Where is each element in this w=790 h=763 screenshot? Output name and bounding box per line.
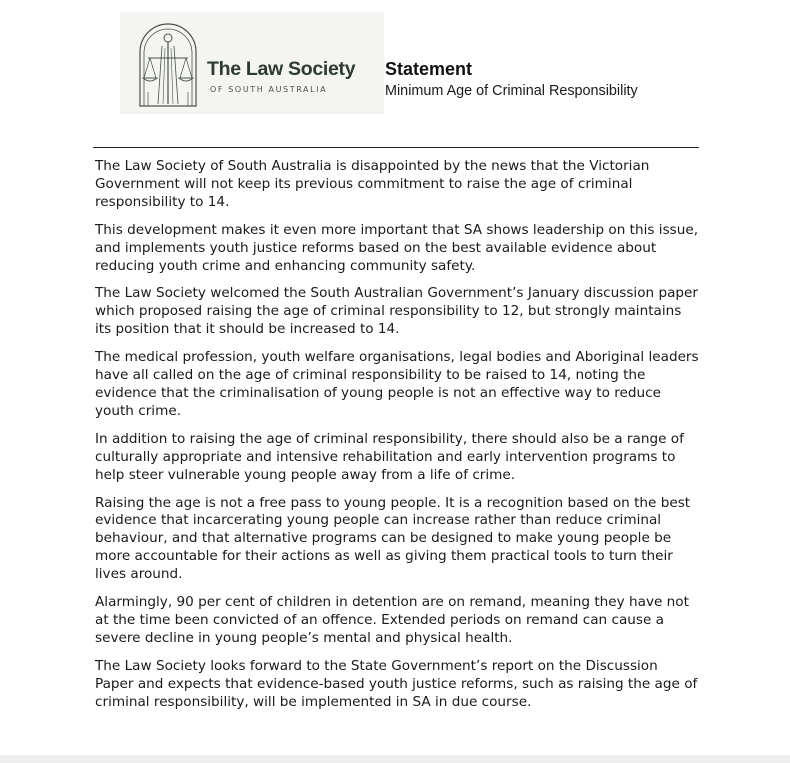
header-divider bbox=[93, 147, 699, 148]
law-society-logo bbox=[120, 12, 384, 114]
paragraph: In addition to raising the age of criminal responsibility, there should also be a range of culturally appropriate and intensive rehabilitation and early intervention programs to help steer vulnerable young people away from a life of crime. bbox=[95, 430, 684, 483]
document-header bbox=[0, 0, 790, 147]
paragraph: The Law Society looks forward to the State Government’s report on the Discussion Paper and expects that evidence-based youth justice reforms, such as raising the age of criminal responsibility, will be implemented in SA in due course. bbox=[95, 657, 698, 710]
paragraph: Alarmingly, 90 per cent of children in detention are on remand, meaning they have not at the time been convicted of an offence. Extended periods on remand can cause a severe decline in young people’s mental and physical health. bbox=[95, 594, 689, 646]
paragraph: The medical profession, youth welfare organisations, legal bodies and Aboriginal leaders have all called on the age of criminal responsibility to be raised to 14, noting the evidence that the criminalisation of young people is not an effective way to reduce youth crime. bbox=[95, 349, 699, 419]
paragraph: This development makes it even more important that SA shows leadership on this issue, and implements youth justice reforms based on the best available evidence about reducing youth crime and enhancing community safety. bbox=[95, 221, 699, 274]
statement-subtitle: Minimum Age of Criminal Responsibility bbox=[385, 83, 638, 99]
statement-label: Statement bbox=[385, 59, 473, 79]
page-bottom-edge bbox=[0, 755, 790, 763]
logo-subtitle: OF SOUTH AUSTRALIA bbox=[210, 85, 328, 94]
paragraph: The Law Society welcomed the South Australian Government’s January discussion paper which proposed raising the age of criminal responsibility to 12, but strongly maintains its position that it should be increased to 14. bbox=[95, 285, 698, 338]
statement-body bbox=[95, 158, 699, 721]
paragraph: Raising the age is not a free pass to young people. It is a recognition based on the best evidence that incarcerating young people can increase rather than reduce criminal behaviour, and that alternative programs can be designed to make young people be more accountable for their actions as well as giving them practical tools to turn their lives around. bbox=[95, 494, 691, 583]
scales-of-justice-emblem-icon bbox=[136, 22, 200, 108]
logo-title: The Law Society bbox=[207, 58, 356, 80]
paragraph: The Law Society of South Australia is disappointed by the news that the Victorian Government will not keep its previous commitment to raise the age of criminal responsibility to 14. bbox=[95, 158, 650, 210]
